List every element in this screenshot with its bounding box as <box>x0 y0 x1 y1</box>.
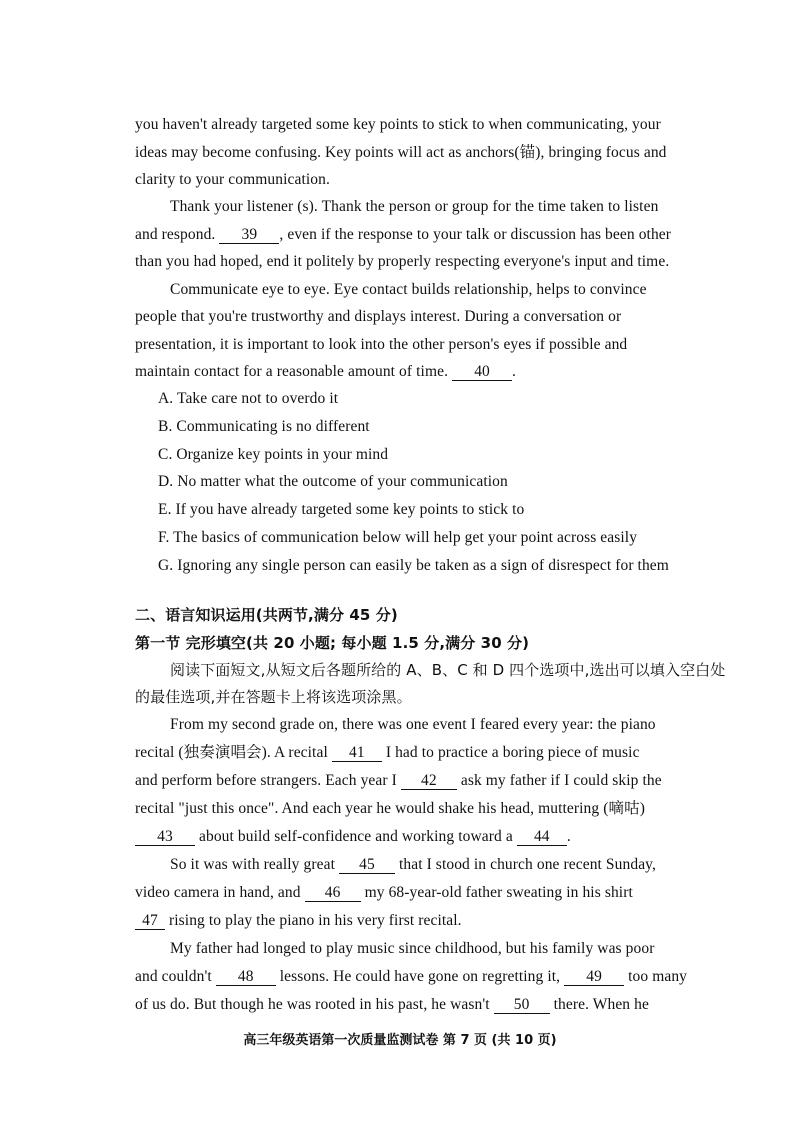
blank-48: 48 <box>216 968 276 986</box>
option-c: C. Organize key points in your mind <box>158 446 389 463</box>
option-b: B. Communicating is no different <box>158 418 370 435</box>
blank-43: 43 <box>135 828 195 846</box>
text-segment: , even if the response to your talk or discussion has been other <box>279 226 672 243</box>
text-line: Thank your listener (s). Thank the person or group for the time taken to listen <box>170 198 659 215</box>
text-segment: that I stood in church one recent Sunday, <box>398 856 657 873</box>
text-segment: . <box>566 828 571 845</box>
blank-40: 40 <box>452 363 512 381</box>
text-line: recital "just this once". And each year he would shake his head, muttering (嘀咕) <box>135 800 645 817</box>
section-heading: 第一节 完形填空(共 20 小题; 每小题 1.5 分,满分 30 分) <box>135 634 530 652</box>
text-line <box>135 883 633 903</box>
blank-46: 46 <box>305 884 361 902</box>
text-segment: recital (独奏演唱会). A recital <box>135 744 328 761</box>
text-line <box>135 771 662 791</box>
text-line: clarity to your communication. <box>135 171 330 188</box>
option-g: G. Ignoring any single person can easily be taken as a sign of disrespect for them <box>158 557 669 574</box>
text-line: people that you're trustworthy and displays interest. During a conversation or <box>135 308 622 325</box>
option-a: A. Take care not to overdo it <box>158 390 339 407</box>
text-line <box>135 967 687 987</box>
text-segment: video camera in hand, and <box>135 884 301 901</box>
text-line: than you had hoped, end it politely by properly respecting everyone's input and time. <box>135 253 670 270</box>
text-segment: my 68-year-old father sweating in his shirt <box>364 884 633 901</box>
text-line <box>135 995 649 1015</box>
text-line <box>135 911 462 931</box>
blank-45: 45 <box>339 856 395 874</box>
option-f: F. The basics of communication below will help get your point across easily <box>158 529 638 546</box>
blank-39: 39 <box>219 226 279 244</box>
text-line: you haven't already targeted some key points to stick to when communicating, your <box>135 116 661 133</box>
blank-42: 42 <box>401 772 457 790</box>
text-line: From my second grade on, there was one event I feared every year: the piano <box>170 716 656 733</box>
text-segment: I had to practice a boring piece of music <box>385 744 640 761</box>
text-segment: maintain contact for a reasonable amount of time. <box>135 363 449 380</box>
text-line: ideas may become confusing. Key points will act as anchors(锚), bringing focus and <box>135 144 667 161</box>
text-line <box>135 225 671 245</box>
text-segment: there. When he <box>553 996 649 1013</box>
page-footer: 高三年级英语第一次质量监测试卷 第 7 页 (共 10 页) <box>243 1033 557 1048</box>
text-segment: So it was with really great <box>170 856 335 873</box>
part-heading: 二、语言知识运用(共两节,满分 45 分) <box>135 606 398 624</box>
text-segment: and perform before strangers. Each year I <box>135 772 397 789</box>
text-line: My father had longed to play music since childhood, but his family was poor <box>170 940 655 957</box>
blank-49: 49 <box>564 968 624 986</box>
text-segment: too many <box>628 968 688 985</box>
text-segment: and respond. <box>135 226 216 243</box>
instructions: 的最佳选项,并在答题卡上将该选项涂黑。 <box>135 688 412 706</box>
text-segment: lessons. He could have gone on regretting it, <box>279 968 561 985</box>
text-segment: rising to play the piano in his very first recital. <box>168 912 462 929</box>
instructions: 阅读下面短文,从短文后各题所给的 A、B、C 和 D 四个选项中,选出可以填入空白处 <box>170 661 726 679</box>
blank-44: 44 <box>517 828 567 846</box>
blank-47: 47 <box>135 912 165 930</box>
text-line: presentation, it is important to look into the other person's eyes if possible and <box>135 336 628 353</box>
text-segment: ask my father if I could skip the <box>460 772 662 789</box>
text-segment: about build self-confidence and working toward a <box>198 828 513 845</box>
text-line <box>135 827 571 847</box>
text-line <box>135 743 640 763</box>
text-segment: of us do. But though he was rooted in his past, he wasn't <box>135 996 490 1013</box>
text-segment: and couldn't <box>135 968 212 985</box>
text-segment: . <box>512 363 517 380</box>
option-e: E. If you have already targeted some key points to stick to <box>158 501 525 518</box>
option-d: D. No matter what the outcome of your communication <box>158 473 508 490</box>
blank-41: 41 <box>332 744 382 762</box>
text-line <box>135 362 516 382</box>
blank-50: 50 <box>494 996 550 1014</box>
text-line <box>170 855 656 875</box>
text-line: Communicate eye to eye. Eye contact builds relationship, helps to convince <box>170 281 647 298</box>
